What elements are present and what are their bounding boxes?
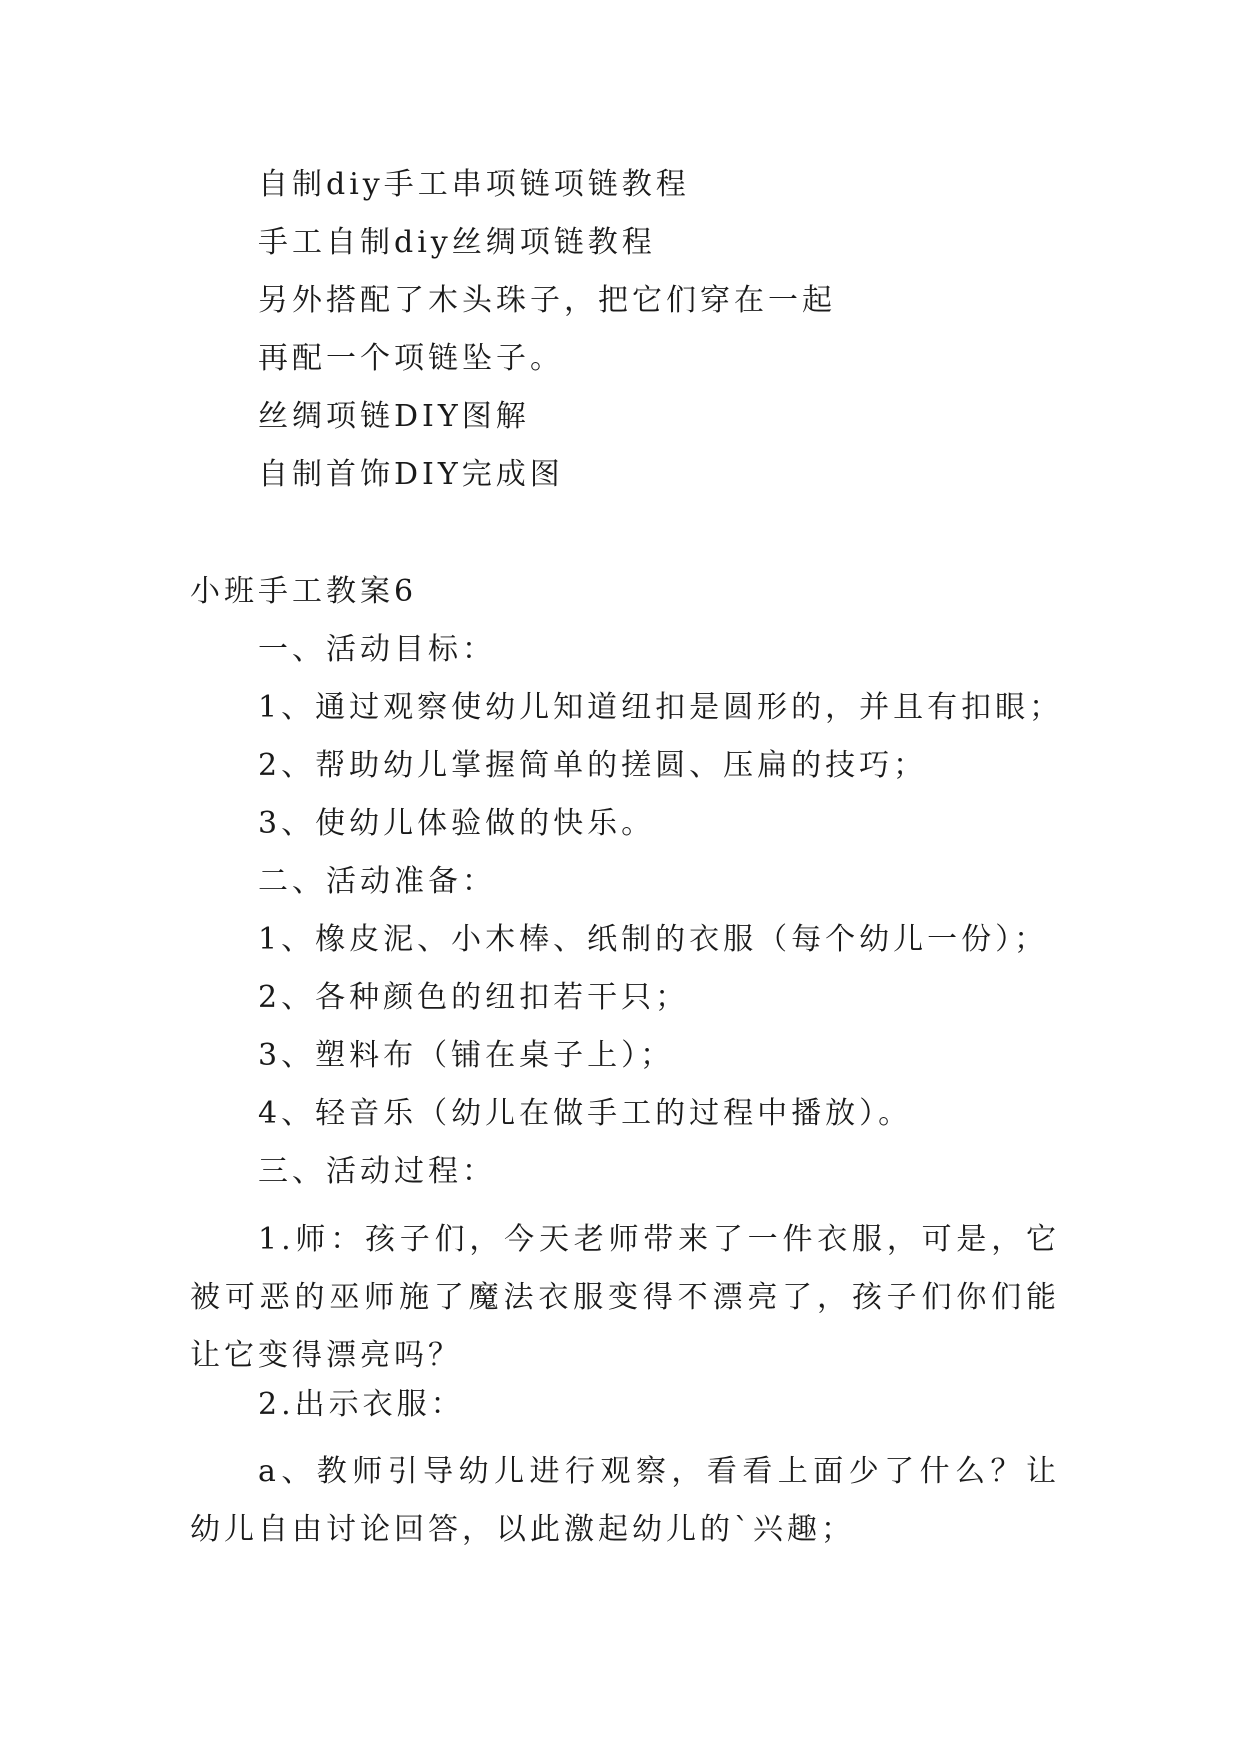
text-line: 1、通过观察使幼儿知道纽扣是圆形的，并且有扣眼； bbox=[258, 690, 1064, 725]
text-line: 再配一个项链坠子。 bbox=[258, 341, 564, 376]
text-line: 丝绸项链DIY图解 bbox=[258, 399, 530, 434]
heading-goals: 一、活动目标： bbox=[258, 632, 496, 667]
text-line: 另外搭配了木头珠子，把它们穿在一起 bbox=[258, 283, 836, 318]
text-line: 手工自制diy丝绸项链教程 bbox=[258, 225, 656, 260]
text-line: 1、橡皮泥、小木棒、纸制的衣服（每个幼儿一份）； bbox=[258, 922, 1049, 957]
text-line: 3、塑料布（铺在桌子上）； bbox=[258, 1038, 675, 1073]
text-line: 3、使幼儿体验做的快乐。 bbox=[258, 806, 656, 841]
text-line: 2、帮助幼儿掌握简单的搓圆、压扁的技巧； bbox=[258, 748, 928, 783]
heading-process: 三、活动过程： bbox=[258, 1154, 496, 1189]
text-line: 2、各种颜色的纽扣若干只； bbox=[258, 980, 690, 1015]
heading-preparation: 二、活动准备： bbox=[258, 864, 496, 899]
section-title: 小班手工教案6 bbox=[190, 574, 418, 609]
text-line: 自制首饰DIY完成图 bbox=[258, 457, 564, 492]
text-line: 4、轻音乐（幼儿在做手工的过程中播放）。 bbox=[258, 1096, 913, 1131]
paragraph: a、教师引导幼儿进行观察，看看上面少了什么？让幼儿自由讨论回答，以此激起幼儿的`兴趣； bbox=[190, 1454, 1060, 1547]
text-line: 2.出示衣服： bbox=[258, 1387, 465, 1422]
paragraph: 1.师：孩子们，今天老师带来了一件衣服，可是，它被可恶的巫师施了魔法衣服变得不漂亮了，孩子们你们能让它变得漂亮吗？ bbox=[190, 1222, 1060, 1373]
text-line: 自制diy手工串项链项链教程 bbox=[258, 167, 690, 202]
